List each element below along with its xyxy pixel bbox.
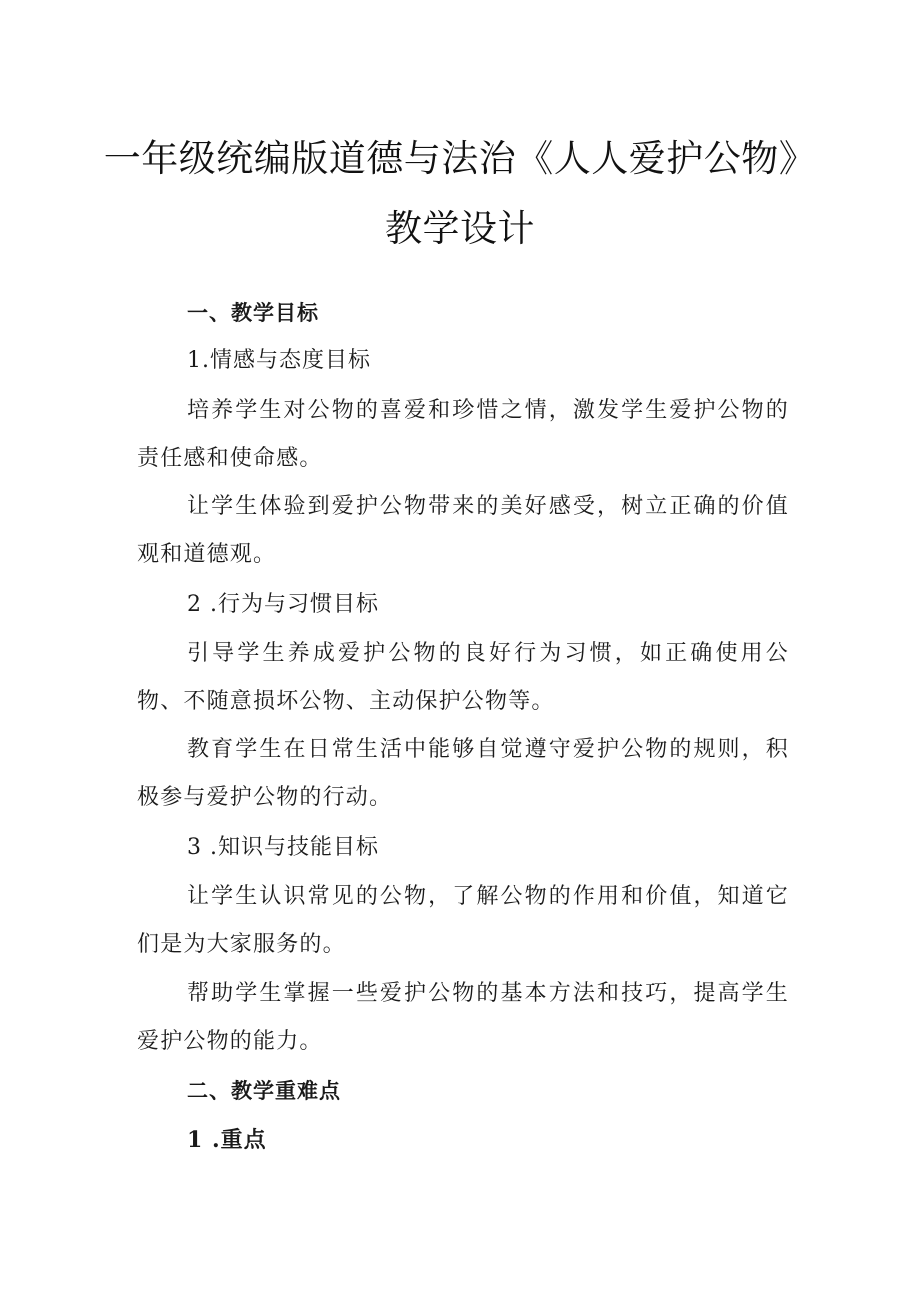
subsection-label-emotion-attitude: 1.情感与态度目标: [187, 348, 371, 373]
subsection-label-knowledge-skill: 3 .知识与技能目标: [187, 835, 379, 860]
subsection-label-behavior-habit: 2 .行为与习惯目标: [187, 592, 379, 617]
paragraph: 让学生认识常见的公物，了解公物的作用和价值，知道它们是为大家服务的。: [137, 884, 789, 957]
paragraph: 教育学生在日常生活中能够自觉遵守爱护公物的规则，积极参与爱护公物的行动。: [137, 737, 789, 810]
section-heading-key-difficult-points: 二、教学重难点: [187, 1079, 341, 1103]
paragraph: 帮助学生掌握一些爱护公物的基本方法和技巧，提高学生爱护公物的能力。: [137, 981, 789, 1054]
document-title-line1: 一年级统编版道德与法治《人人爱护公物》: [103, 137, 817, 180]
subsection-label-key-points: 1 .重点: [187, 1127, 267, 1153]
section-heading-teaching-goals: 一、教学目标: [187, 301, 319, 325]
paragraph: 让学生体验到爱护公物带来的美好感受，树立正确的价值观和道德观。: [137, 494, 789, 567]
paragraph: 培养学生对公物的喜爱和珍惜之情，激发学生爱护公物的责任感和使命感。: [137, 398, 789, 471]
paragraph: 引导学生养成爱护公物的良好行为习惯，如正确使用公物、不随意损坏公物、主动保护公物等。: [137, 641, 789, 714]
document-title-line2: 教学设计: [385, 207, 535, 250]
